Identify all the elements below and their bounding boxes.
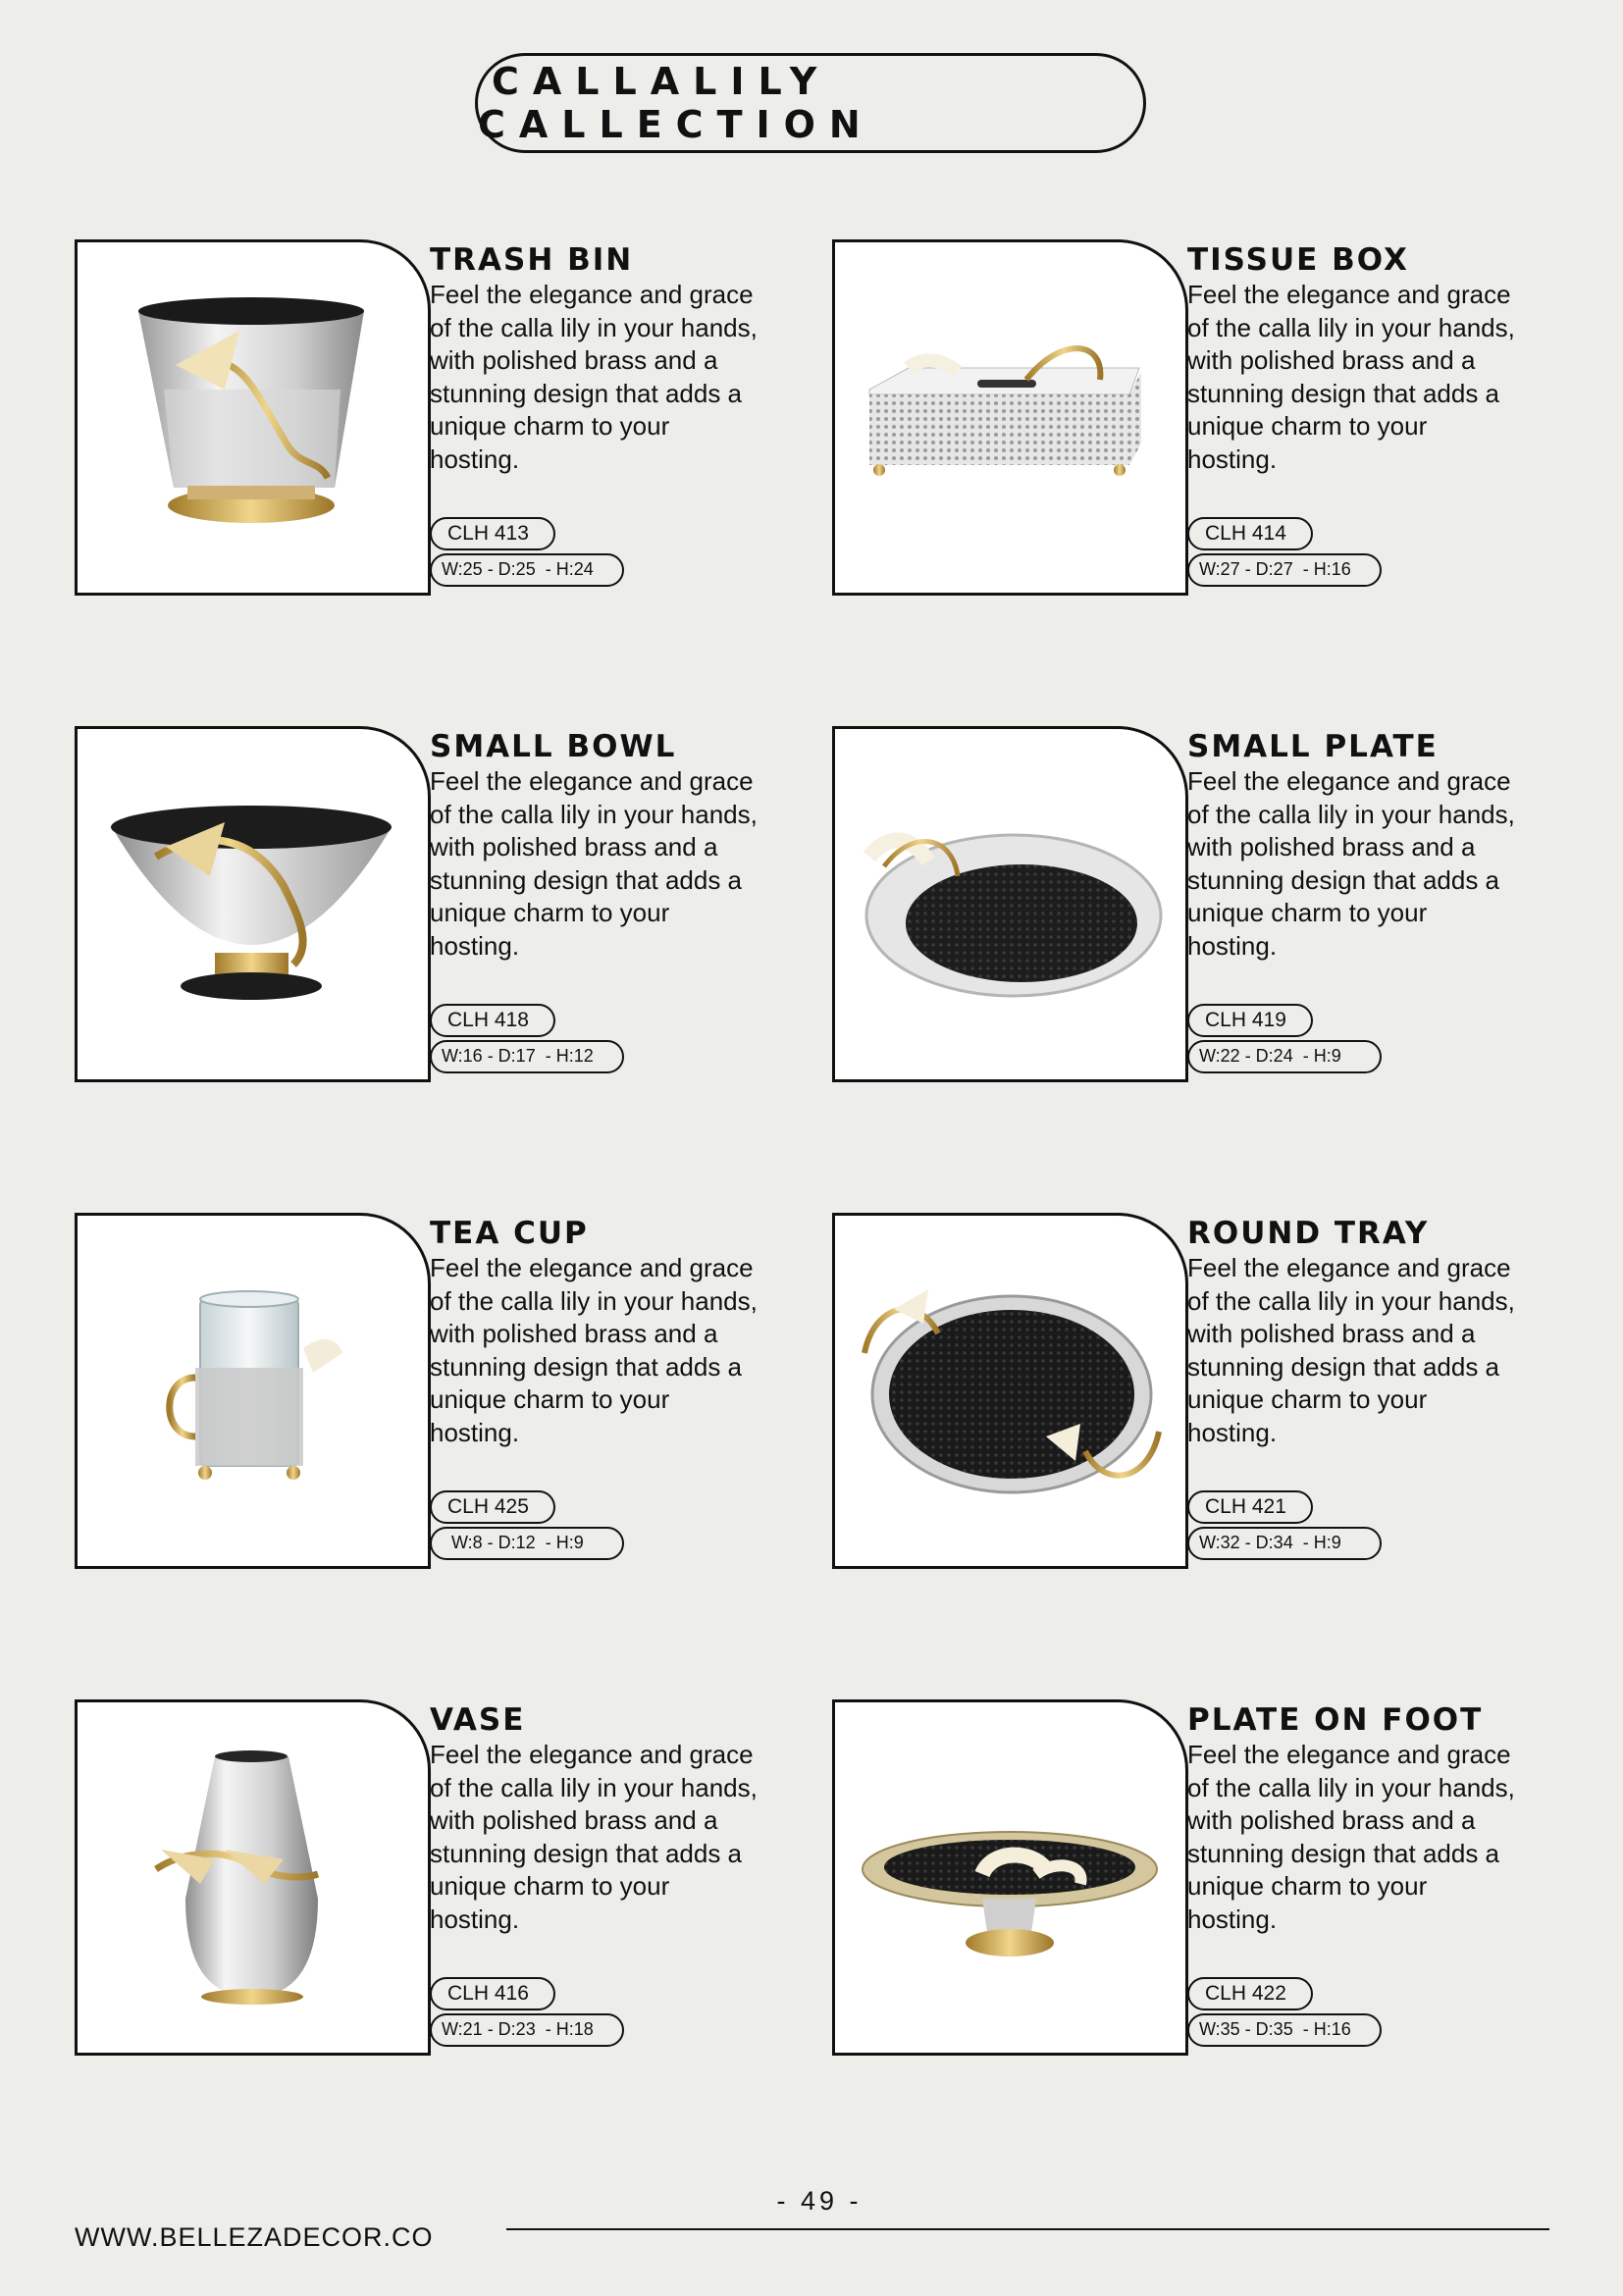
product-card-trash-bin [75, 239, 820, 593]
product-name: PLATE ON FOOT [1187, 1702, 1484, 1738]
product-description: Feel the elegance and grace of the calla lily in your hands, with polished brass and a stunning design that adds a unique charm to your hosting. [1187, 1253, 1515, 1447]
round-tray-image [832, 1213, 1188, 1569]
product-card-small-plate [832, 726, 1578, 1079]
plate-on-foot-image [832, 1699, 1188, 2056]
product-code-badge: CLH 416 [430, 1977, 555, 2010]
product-dimensions-badge: W:8 - D:12 - H:9 [430, 1527, 624, 1560]
product-dimensions-badge: W:35 - D:35 - H:16 [1187, 2013, 1382, 2047]
product-code-badge: CLH 421 [1187, 1490, 1313, 1524]
tissue-box-image [832, 239, 1188, 596]
product-code-badge: CLH 422 [1187, 1977, 1313, 2010]
trash-bin-image [75, 239, 431, 596]
product-dimensions-badge: W:21 - D:23 - H:18 [430, 2013, 624, 2047]
product-dimensions-badge: W:22 - D:24 - H:9 [1187, 1040, 1382, 1073]
product-code-badge: CLH 425 [430, 1490, 555, 1524]
product-description: Feel the elegance and grace of the calla lily in your hands, with polished brass and a stunning design that adds a unique charm to your hosting. [1187, 280, 1515, 474]
tea-cup-image [75, 1213, 431, 1569]
product-card-vase [75, 1699, 820, 2053]
page-number: - 49 - [776, 2186, 863, 2216]
product-code-badge: CLH 418 [430, 1004, 555, 1037]
product-code-badge: CLH 419 [1187, 1004, 1313, 1037]
product-description: Feel the elegance and grace of the calla lily in your hands, with polished brass and a stunning design that adds a unique charm to your hosting. [1187, 766, 1515, 961]
collection-title: CALLALILY CALLECTION [475, 53, 1146, 153]
product-name: SMALL PLATE [1187, 729, 1439, 764]
product-code-badge: CLH 414 [1187, 517, 1313, 550]
small-plate-image [832, 726, 1188, 1082]
product-description: Feel the elegance and grace of the calla lily in your hands, with polished brass and a stunning design that adds a unique charm to your hosting. [430, 280, 758, 474]
product-card-tea-cup [75, 1213, 820, 1566]
product-name: TEA CUP [430, 1216, 589, 1251]
product-card-plate-on-foot [832, 1699, 1578, 2053]
product-description: Feel the elegance and grace of the calla lily in your hands, with polished brass and a stunning design that adds a unique charm to your hosting. [430, 1253, 758, 1447]
product-dimensions-badge: W:16 - D:17 - H:12 [430, 1040, 624, 1073]
product-name: ROUND TRAY [1187, 1216, 1430, 1251]
product-card-small-bowl [75, 726, 820, 1079]
product-card-round-tray [832, 1213, 1578, 1566]
product-dimensions-badge: W:27 - D:27 - H:16 [1187, 553, 1382, 587]
product-dimensions-badge: W:32 - D:34 - H:9 [1187, 1527, 1382, 1560]
website-link[interactable]: WWW.BELLEZADECOR.CO [75, 2222, 434, 2252]
product-code-badge: CLH 413 [430, 517, 555, 550]
vase-image [75, 1699, 431, 2056]
product-name: VASE [430, 1702, 526, 1738]
small-bowl-image [75, 726, 431, 1082]
product-description: Feel the elegance and grace of the calla lily in your hands, with polished brass and a stunning design that adds a unique charm to your hosting. [1187, 1740, 1515, 1934]
product-description: Feel the elegance and grace of the calla lily in your hands, with polished brass and a stunning design that adds a unique charm to your hosting. [430, 766, 758, 961]
product-dimensions-badge: W:25 - D:25 - H:24 [430, 553, 624, 587]
product-name: TRASH BIN [430, 242, 634, 278]
product-name: TISSUE BOX [1187, 242, 1409, 278]
footer-divider [506, 2228, 1549, 2230]
product-name: SMALL BOWL [430, 729, 677, 764]
product-card-tissue-box [832, 239, 1578, 593]
product-description: Feel the elegance and grace of the calla lily in your hands, with polished brass and a stunning design that adds a unique charm to your hosting. [430, 1740, 758, 1934]
